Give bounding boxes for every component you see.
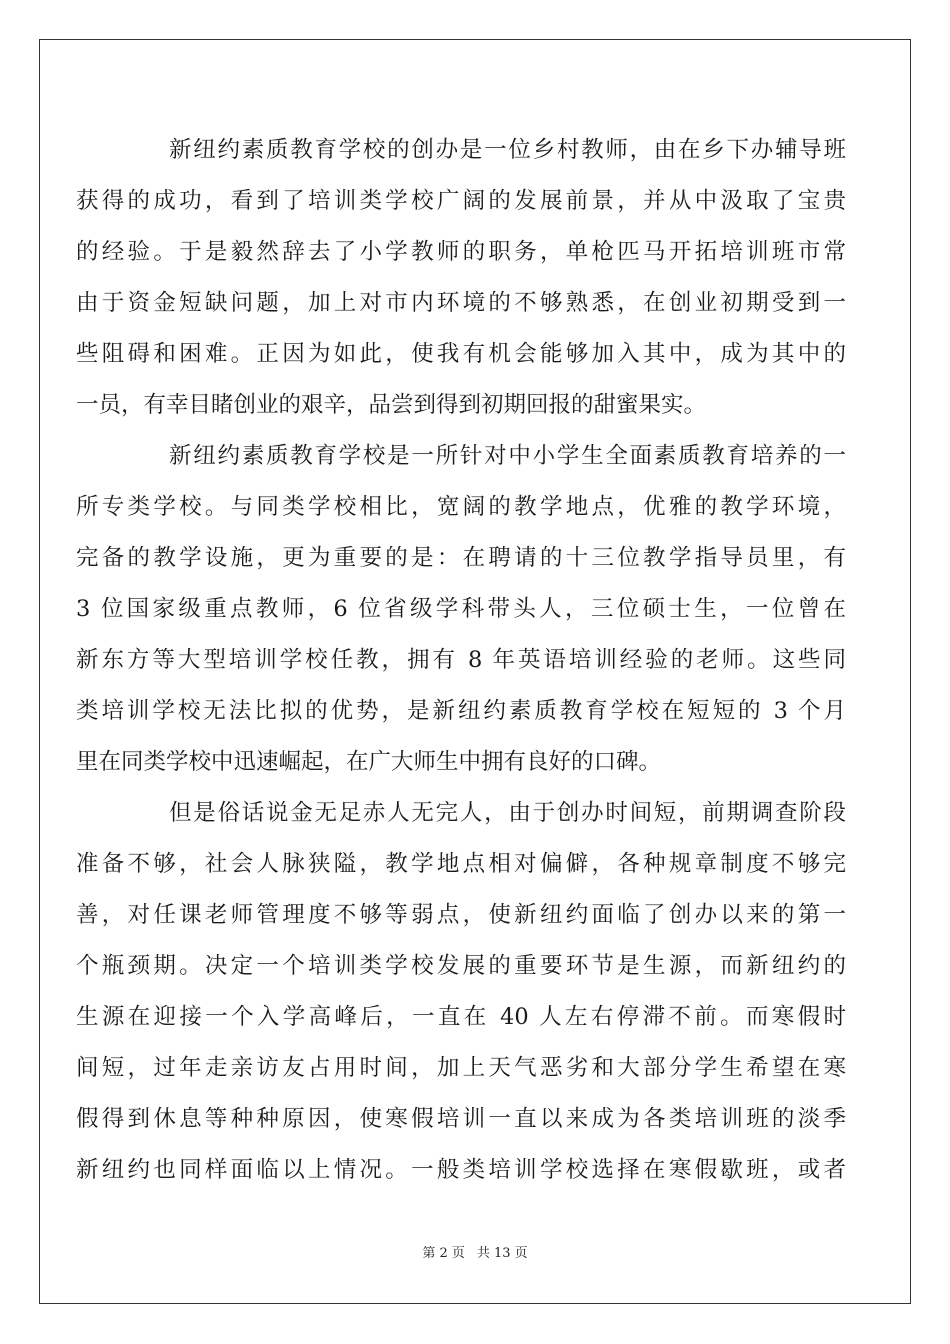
paragraph-1-line: 获得的成功，看到了培训类学校广阔的发展前景，并从中汲取了宝贵 [76,188,846,214]
paragraph-3-line: 生源在迎接一个入学高峰后，一直在 40 人左右停滞不前。而寒假时 [76,1004,846,1030]
page-number: 第 2 页 [422,1246,465,1261]
paragraph-1-line: 新纽约素质教育学校的创办是一位乡村教师，由在乡下办辅导班 [169,137,846,163]
paragraph-2-line: 类培训学校无法比拟的优势，是新纽约素质教育学校在短短的 3 个月 [76,698,846,724]
page-footer [0,1246,950,1262]
paragraph-3-line: 新纽约也同样面临以上情况。一般类培训学校选择在寒假歇班，或者 [76,1157,846,1183]
paragraph-2-line: 完备的教学设施，更为重要的是：在聘请的十三位教学指导员里，有 [76,545,846,571]
paragraph-1-line: 一员，有幸目睹创业的艰辛，品尝到得到初期回报的甜蜜果实。 [76,392,707,418]
paragraph-3-line: 但是俗话说金无足赤人无完人，由于创办时间短，前期调查阶段 [169,800,846,826]
paragraph-3-line: 间短，过年走亲访友占用时间，加上天气恶劣和大部分学生希望在寒 [76,1055,846,1081]
paragraph-2-line: 3 位国家级重点教师，6 位省级学科带头人，三位硕士生，一位曾在 [76,596,846,622]
paragraph-3-line: 善，对任课老师管理度不够等弱点，使新纽约面临了创办以来的第一 [76,902,846,928]
paragraph-3-line: 假得到休息等种种原因，使寒假培训一直以来成为各类培训班的淡季 [76,1106,846,1132]
paragraph-2-line: 新纽约素质教育学校是一所针对中小学生全面素质教育培养的一 [169,443,846,469]
paragraph-1-line: 由于资金短缺问题，加上对市内环境的不够熟悉，在创业初期受到一 [76,290,846,316]
paragraph-2-line: 所专类学校。与同类学校相比，宽阔的教学地点，优雅的教学环境， [76,494,846,520]
paragraph-3-line: 准备不够，社会人脉狭隘，教学地点相对偏僻，各种规章制度不够完 [76,851,846,877]
paragraph-2-line: 里在同类学校中迅速崛起，在广大师生中拥有良好的口碑。 [76,749,662,775]
paragraph-1-line: 些阻碍和困难。正因为如此，使我有机会能够加入其中，成为其中的 [76,341,846,367]
page-total: 共 13 页 [476,1246,528,1261]
paragraph-2-line: 新东方等大型培训学校任教，拥有 8 年英语培训经验的老师。这些同 [76,647,846,673]
paragraph-3-line: 个瓶颈期。决定一个培训类学校发展的重要环节是生源，而新纽约的 [76,953,846,979]
paragraph-1-line: 的经验。于是毅然辞去了小学教师的职务，单枪匹马开拓培训班市常 [76,239,846,265]
